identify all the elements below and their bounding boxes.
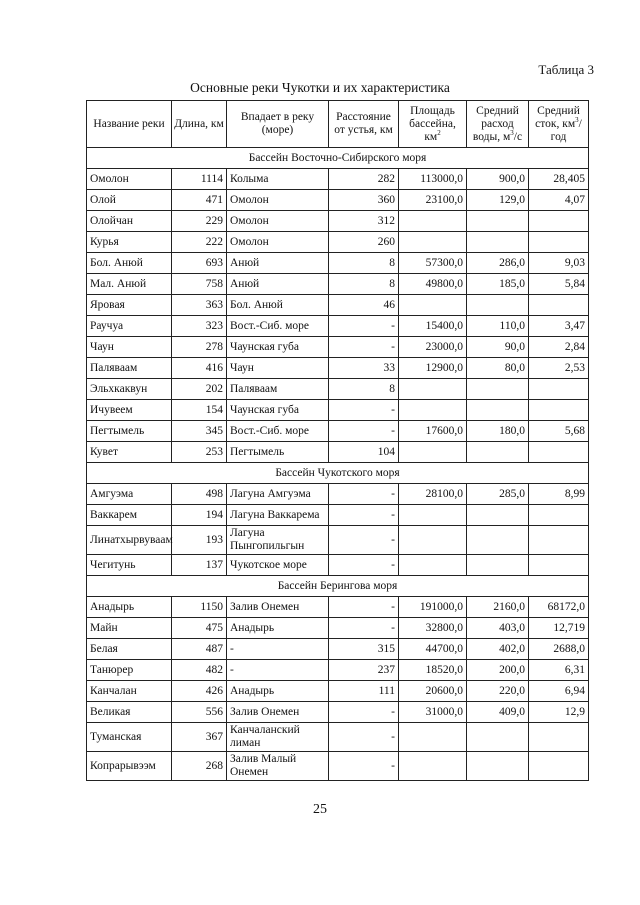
avg-flow-cell: 286,0 bbox=[467, 253, 529, 274]
basin-row bbox=[87, 576, 589, 597]
avg-flow-cell: 403,0 bbox=[467, 618, 529, 639]
river-name-cell: Амгуэма bbox=[87, 484, 172, 505]
basin-area-cell: 17600,0 bbox=[399, 421, 467, 442]
table-row bbox=[87, 253, 589, 274]
length-cell: 345 bbox=[172, 421, 227, 442]
mouth-cell: Чаунская губа bbox=[227, 400, 329, 421]
length-cell: 498 bbox=[172, 484, 227, 505]
river-name-cell: Великая bbox=[87, 702, 172, 723]
avg-runoff-cell bbox=[529, 295, 589, 316]
mouth-cell: Паляваам bbox=[227, 379, 329, 400]
distance-cell: - bbox=[329, 597, 399, 618]
basin-area-cell: 23100,0 bbox=[399, 190, 467, 211]
table-row bbox=[87, 505, 589, 526]
table-title: Основные реки Чукотки и их характеристика bbox=[190, 80, 450, 95]
distance-cell: 111 bbox=[329, 681, 399, 702]
avg-runoff-cell bbox=[529, 232, 589, 253]
table-row bbox=[87, 597, 589, 618]
distance-cell: - bbox=[329, 526, 399, 555]
basin-area-cell: 20600,0 bbox=[399, 681, 467, 702]
basin-area-cell bbox=[399, 379, 467, 400]
distance-cell: - bbox=[329, 505, 399, 526]
length-cell: 487 bbox=[172, 639, 227, 660]
table-row bbox=[87, 618, 589, 639]
distance-cell: - bbox=[329, 337, 399, 358]
avg-flow-cell bbox=[467, 379, 529, 400]
river-name-cell: Линатхырвуваам bbox=[87, 526, 172, 555]
avg-runoff-cell bbox=[529, 211, 589, 232]
table-row bbox=[87, 681, 589, 702]
length-cell: 137 bbox=[172, 555, 227, 576]
avg-runoff-cell: 28,405 bbox=[529, 169, 589, 190]
avg-runoff-cell: 2,53 bbox=[529, 358, 589, 379]
length-cell: 482 bbox=[172, 660, 227, 681]
basin-area-cell: 28100,0 bbox=[399, 484, 467, 505]
river-name-cell: Майн bbox=[87, 618, 172, 639]
length-cell: 367 bbox=[172, 723, 227, 752]
distance-cell: - bbox=[329, 400, 399, 421]
mouth-cell: Чаун bbox=[227, 358, 329, 379]
table-label: Таблица 3 bbox=[538, 62, 594, 77]
mouth-cell: Лагуна Амгуэма bbox=[227, 484, 329, 505]
table-row bbox=[87, 723, 589, 752]
avg-runoff-cell: 6,31 bbox=[529, 660, 589, 681]
avg-flow-cell bbox=[467, 232, 529, 253]
avg-flow-cell: 90,0 bbox=[467, 337, 529, 358]
basin-area-cell: 49800,0 bbox=[399, 274, 467, 295]
basin-area-cell: 57300,0 bbox=[399, 253, 467, 274]
mouth-cell: Пегтымель bbox=[227, 442, 329, 463]
basin-area-cell bbox=[399, 211, 467, 232]
table-row bbox=[87, 484, 589, 505]
avg-flow-cell bbox=[467, 505, 529, 526]
basin-area-cell: 113000,0 bbox=[399, 169, 467, 190]
avg-flow-cell: 129,0 bbox=[467, 190, 529, 211]
avg-runoff-cell bbox=[529, 400, 589, 421]
length-cell: 268 bbox=[172, 752, 227, 781]
avg-runoff-cell bbox=[529, 526, 589, 555]
length-cell: 363 bbox=[172, 295, 227, 316]
mouth-cell: Чукотское море bbox=[227, 555, 329, 576]
length-cell: 416 bbox=[172, 358, 227, 379]
avg-runoff-cell: 68172,0 bbox=[529, 597, 589, 618]
basin-area-cell: 23000,0 bbox=[399, 337, 467, 358]
distance-cell: 360 bbox=[329, 190, 399, 211]
rivers-table bbox=[86, 100, 589, 781]
distance-cell: 8 bbox=[329, 253, 399, 274]
basin-heading: Бассейн Восточно-Сибирского моря bbox=[87, 148, 589, 169]
avg-flow-cell bbox=[467, 723, 529, 752]
basin-area-cell bbox=[399, 295, 467, 316]
river-name-cell: Кувет bbox=[87, 442, 172, 463]
basin-heading: Бассейн Чукотского моря bbox=[87, 463, 589, 484]
river-name-cell: Пегтымель bbox=[87, 421, 172, 442]
avg-runoff-cell bbox=[529, 442, 589, 463]
length-cell: 154 bbox=[172, 400, 227, 421]
basin-area-cell: 15400,0 bbox=[399, 316, 467, 337]
river-name-cell: Яровая bbox=[87, 295, 172, 316]
mouth-cell: Омолон bbox=[227, 211, 329, 232]
avg-flow-cell: 900,0 bbox=[467, 169, 529, 190]
table-row bbox=[87, 274, 589, 295]
distance-cell: 46 bbox=[329, 295, 399, 316]
header-length: Длина, км bbox=[172, 101, 227, 148]
distance-cell: 312 bbox=[329, 211, 399, 232]
avg-runoff-cell: 12,719 bbox=[529, 618, 589, 639]
length-cell: 222 bbox=[172, 232, 227, 253]
avg-flow-cell: 409,0 bbox=[467, 702, 529, 723]
distance-cell: 104 bbox=[329, 442, 399, 463]
basin-area-cell: 31000,0 bbox=[399, 702, 467, 723]
basin-row bbox=[87, 463, 589, 484]
distance-cell: - bbox=[329, 618, 399, 639]
basin-area-cell bbox=[399, 752, 467, 781]
river-name-cell: Олой bbox=[87, 190, 172, 211]
table-row bbox=[87, 421, 589, 442]
river-name-cell: Паляваам bbox=[87, 358, 172, 379]
table-row bbox=[87, 555, 589, 576]
table-row bbox=[87, 400, 589, 421]
length-cell: 253 bbox=[172, 442, 227, 463]
basin-area-cell bbox=[399, 555, 467, 576]
distance-cell: - bbox=[329, 421, 399, 442]
river-name-cell: Белая bbox=[87, 639, 172, 660]
avg-runoff-cell bbox=[529, 752, 589, 781]
basin-area-cell bbox=[399, 442, 467, 463]
river-name-cell: Чегитунь bbox=[87, 555, 172, 576]
length-cell: 193 bbox=[172, 526, 227, 555]
table-row bbox=[87, 232, 589, 253]
mouth-cell: Залив Онемен bbox=[227, 702, 329, 723]
avg-flow-cell bbox=[467, 526, 529, 555]
mouth-cell: Анадырь bbox=[227, 681, 329, 702]
length-cell: 229 bbox=[172, 211, 227, 232]
river-name-cell: Раучуа bbox=[87, 316, 172, 337]
distance-cell: 260 bbox=[329, 232, 399, 253]
length-cell: 1114 bbox=[172, 169, 227, 190]
avg-flow-cell: 402,0 bbox=[467, 639, 529, 660]
avg-runoff-cell: 2688,0 bbox=[529, 639, 589, 660]
avg-runoff-cell: 2,84 bbox=[529, 337, 589, 358]
mouth-cell: Вост.-Сиб. море bbox=[227, 316, 329, 337]
table-row bbox=[87, 295, 589, 316]
basin-area-cell: 12900,0 bbox=[399, 358, 467, 379]
length-cell: 1150 bbox=[172, 597, 227, 618]
avg-flow-cell: 200,0 bbox=[467, 660, 529, 681]
basin-area-cell: 44700,0 bbox=[399, 639, 467, 660]
length-cell: 556 bbox=[172, 702, 227, 723]
avg-runoff-cell bbox=[529, 505, 589, 526]
basin-area-cell: 191000,0 bbox=[399, 597, 467, 618]
mouth-cell: Залив Онемен bbox=[227, 597, 329, 618]
distance-cell: 33 bbox=[329, 358, 399, 379]
mouth-cell: Бол. Анюй bbox=[227, 295, 329, 316]
table-row bbox=[87, 169, 589, 190]
mouth-cell: - bbox=[227, 660, 329, 681]
header-flow: Средний расход воды, $м^3/с$ bbox=[467, 101, 529, 148]
mouth-cell: Залив Малый Онемен bbox=[227, 752, 329, 781]
avg-flow-cell bbox=[467, 442, 529, 463]
distance-cell: - bbox=[329, 702, 399, 723]
mouth-cell: Чаунская губа bbox=[227, 337, 329, 358]
avg-runoff-cell: 4,07 bbox=[529, 190, 589, 211]
avg-runoff-cell: 3,47 bbox=[529, 316, 589, 337]
length-cell: 278 bbox=[172, 337, 227, 358]
avg-runoff-cell bbox=[529, 723, 589, 752]
mouth-cell: Омолон bbox=[227, 232, 329, 253]
avg-runoff-cell bbox=[529, 379, 589, 400]
distance-cell: 237 bbox=[329, 660, 399, 681]
table-row bbox=[87, 337, 589, 358]
basin-area-cell: 18520,0 bbox=[399, 660, 467, 681]
header-mouth: Впадает в реку (море) bbox=[227, 101, 329, 148]
length-cell: 471 bbox=[172, 190, 227, 211]
avg-flow-cell bbox=[467, 555, 529, 576]
avg-flow-cell: 185,0 bbox=[467, 274, 529, 295]
river-name-cell: Мал. Анюй bbox=[87, 274, 172, 295]
page-number: 25 bbox=[313, 802, 327, 817]
distance-cell: 8 bbox=[329, 379, 399, 400]
basin-heading: Бассейн Берингова моря bbox=[87, 576, 589, 597]
river-name-cell: Копрарывээм bbox=[87, 752, 172, 781]
length-cell: 323 bbox=[172, 316, 227, 337]
river-name-cell: Чаун bbox=[87, 337, 172, 358]
header-name: Название реки bbox=[87, 101, 172, 148]
river-name-cell: Олойчан bbox=[87, 211, 172, 232]
avg-flow-cell: 110,0 bbox=[467, 316, 529, 337]
river-name-cell: Анадырь bbox=[87, 597, 172, 618]
table-row bbox=[87, 379, 589, 400]
mouth-cell: Омолон bbox=[227, 190, 329, 211]
length-cell: 426 bbox=[172, 681, 227, 702]
river-name-cell: Ичувеем bbox=[87, 400, 172, 421]
avg-runoff-cell: 5,68 bbox=[529, 421, 589, 442]
table-row bbox=[87, 442, 589, 463]
avg-flow-cell: 80,0 bbox=[467, 358, 529, 379]
mouth-cell: Анюй bbox=[227, 253, 329, 274]
mouth-cell: Колыма bbox=[227, 169, 329, 190]
distance-cell: - bbox=[329, 723, 399, 752]
header-runoff: Средний сток, $км^3$/год bbox=[529, 101, 589, 148]
avg-flow-cell: 285,0 bbox=[467, 484, 529, 505]
river-name-cell: Омолон bbox=[87, 169, 172, 190]
distance-cell: 8 bbox=[329, 274, 399, 295]
mouth-cell: - bbox=[227, 639, 329, 660]
avg-runoff-cell bbox=[529, 555, 589, 576]
avg-runoff-cell: 8,99 bbox=[529, 484, 589, 505]
basin-area-cell bbox=[399, 723, 467, 752]
mouth-cell: Лагуна Пынгопильгын bbox=[227, 526, 329, 555]
basin-area-cell bbox=[399, 400, 467, 421]
mouth-cell: Анадырь bbox=[227, 618, 329, 639]
length-cell: 758 bbox=[172, 274, 227, 295]
avg-flow-cell bbox=[467, 752, 529, 781]
table-row bbox=[87, 211, 589, 232]
header-distance: Расстояние от устья, км bbox=[329, 101, 399, 148]
table-row bbox=[87, 660, 589, 681]
distance-cell: - bbox=[329, 752, 399, 781]
avg-flow-cell bbox=[467, 295, 529, 316]
basin-area-cell bbox=[399, 232, 467, 253]
basin-row bbox=[87, 148, 589, 169]
avg-flow-cell: 180,0 bbox=[467, 421, 529, 442]
header-area: Площадь бассейна, $км^2$ bbox=[399, 101, 467, 148]
avg-flow-cell: 220,0 bbox=[467, 681, 529, 702]
table-row bbox=[87, 639, 589, 660]
mouth-cell: Вост.-Сиб. море bbox=[227, 421, 329, 442]
mouth-cell: Лагуна Ваккарема bbox=[227, 505, 329, 526]
length-cell: 194 bbox=[172, 505, 227, 526]
distance-cell: - bbox=[329, 555, 399, 576]
avg-flow-cell bbox=[467, 400, 529, 421]
avg-flow-cell: 2160,0 bbox=[467, 597, 529, 618]
length-cell: 693 bbox=[172, 253, 227, 274]
avg-runoff-cell: 12,9 bbox=[529, 702, 589, 723]
mouth-cell: Канчаланский лиман bbox=[227, 723, 329, 752]
table-row bbox=[87, 752, 589, 781]
basin-area-cell bbox=[399, 505, 467, 526]
length-cell: 202 bbox=[172, 379, 227, 400]
distance-cell: 315 bbox=[329, 639, 399, 660]
river-name-cell: Курья bbox=[87, 232, 172, 253]
table-row bbox=[87, 702, 589, 723]
distance-cell: 282 bbox=[329, 169, 399, 190]
river-name-cell: Танюрер bbox=[87, 660, 172, 681]
table-row bbox=[87, 358, 589, 379]
mouth-cell: Анюй bbox=[227, 274, 329, 295]
distance-cell: - bbox=[329, 484, 399, 505]
distance-cell: - bbox=[329, 316, 399, 337]
table-row bbox=[87, 526, 589, 555]
avg-runoff-cell: 9,03 bbox=[529, 253, 589, 274]
river-name-cell: Ваккарем bbox=[87, 505, 172, 526]
river-name-cell: Эльхкаквун bbox=[87, 379, 172, 400]
river-name-cell: Бол. Анюй bbox=[87, 253, 172, 274]
basin-area-cell bbox=[399, 526, 467, 555]
table-row bbox=[87, 190, 589, 211]
avg-flow-cell bbox=[467, 211, 529, 232]
avg-runoff-cell: 5,84 bbox=[529, 274, 589, 295]
avg-runoff-cell: 6,94 bbox=[529, 681, 589, 702]
header-row bbox=[87, 101, 589, 148]
table-body bbox=[87, 148, 589, 781]
table-row bbox=[87, 316, 589, 337]
basin-area-cell: 32800,0 bbox=[399, 618, 467, 639]
river-name-cell: Туманская bbox=[87, 723, 172, 752]
length-cell: 475 bbox=[172, 618, 227, 639]
river-name-cell: Канчалан bbox=[87, 681, 172, 702]
